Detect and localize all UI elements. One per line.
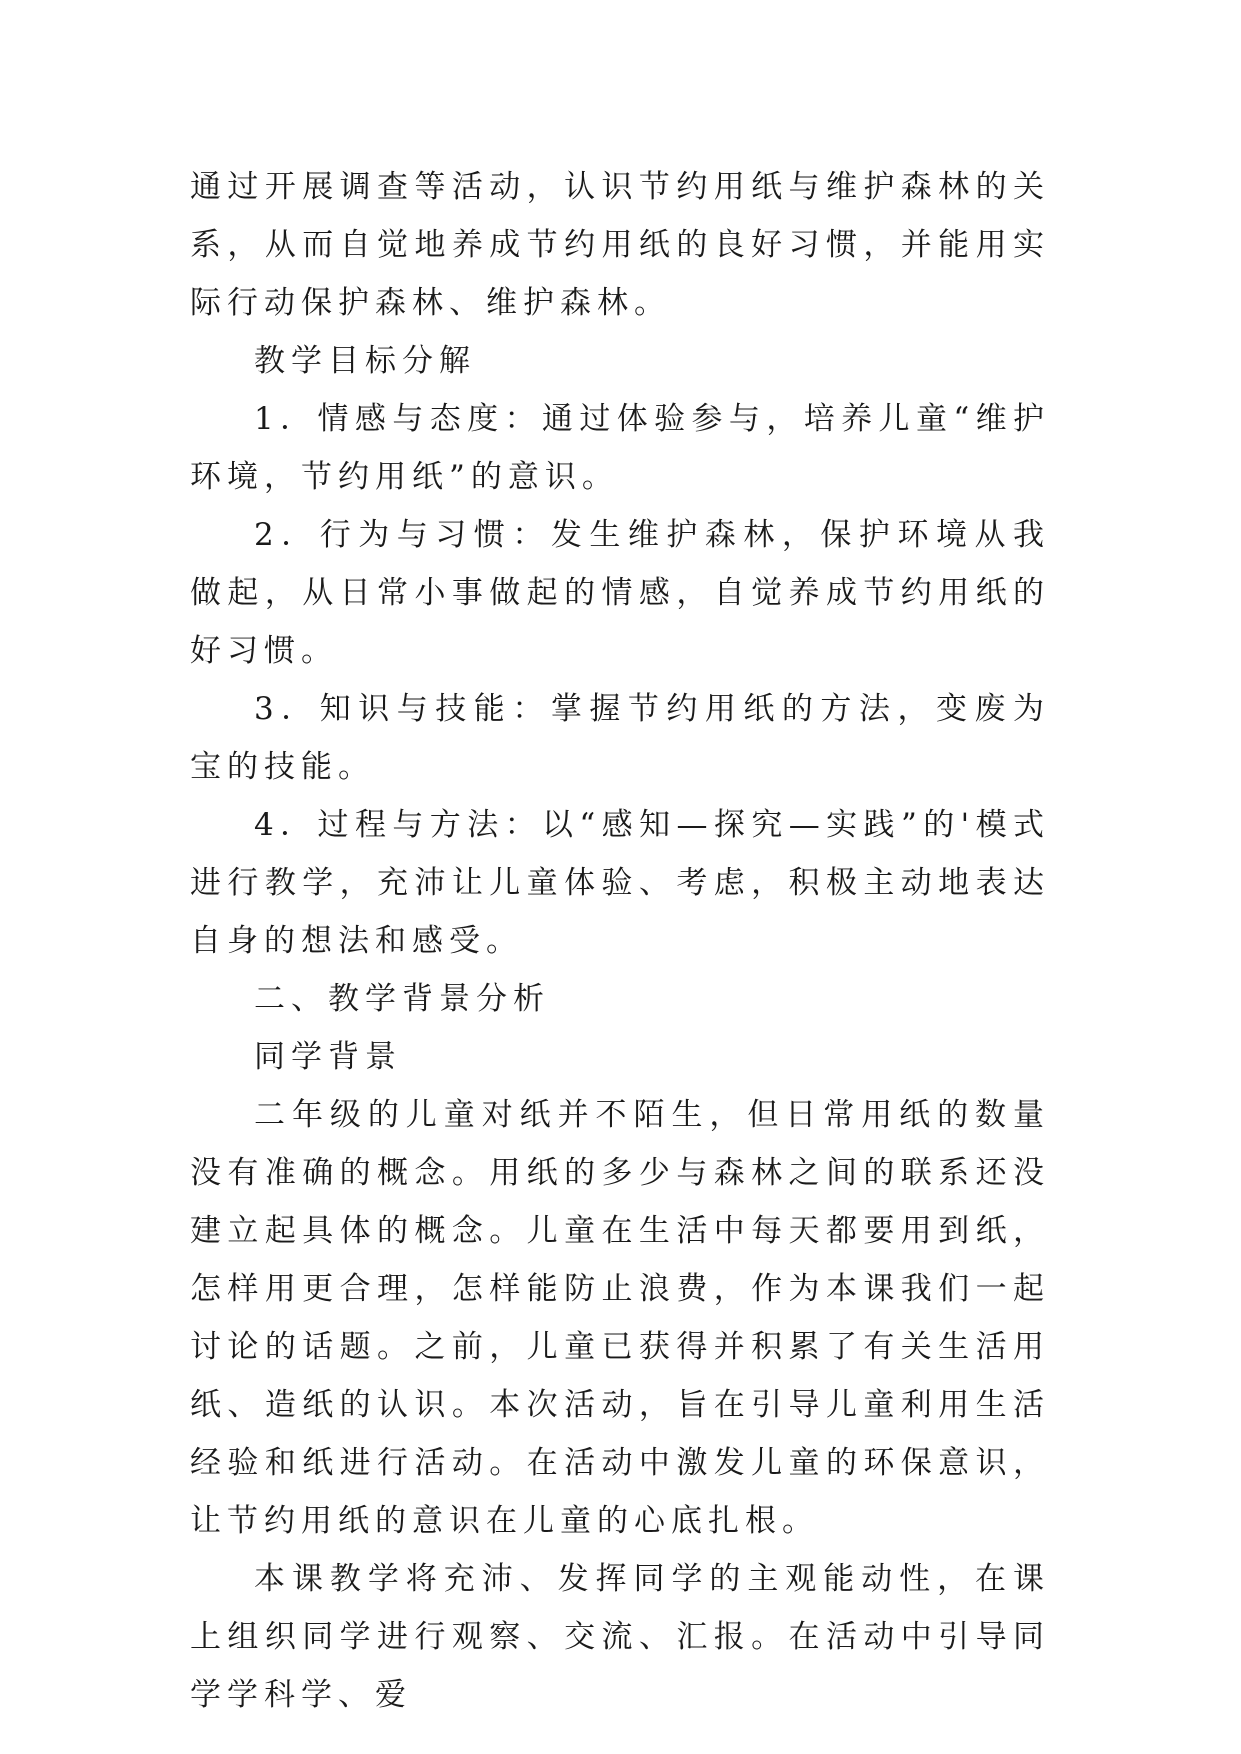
paragraph-student-background: 二年级的儿童对纸并不陌生，但日常用纸的数量没有准确的概念。用纸的多少与森林之间的联系还没建立起具体的概念。儿童在生活中每天都要用到纸，怎样用更合理，怎样能防止浪费，作为本课我们一起讨论的话题。之前，儿童已获得并积累了有关生活用纸、造纸的认识。本次活动，旨在引导儿童利用生活经验和纸进行活动。在活动中激发儿童的环保意识，让节约用纸的意识在儿童的心底扎根。 <box>190 1097 1050 1539</box>
subheading-student-background: 同学背景 <box>254 1039 402 1075</box>
paragraph-objective-1: 1．情感与态度：通过体验参与，培养儿童“维护环境，节约用纸”的意识。 <box>190 401 1050 495</box>
document-body <box>190 158 1050 1724</box>
section-heading-background: 二、教学背景分析 <box>254 981 550 1017</box>
paragraph-objective-2: 2．行为与习惯：发生维护森林，保护环境从我做起，从日常小事做起的情感，自觉养成节约用纸的好习惯。 <box>190 517 1050 669</box>
paragraph-objective-4: 4．过程与方法：以“感知—探究—实践”的'模式进行教学，充沛让儿童体验、考虑，积极主动地表达自身的想法和感受。 <box>190 807 1050 959</box>
paragraph-intro: 通过开展调查等活动，认识节约用纸与维护森林的关系，从而自觉地养成节约用纸的良好习惯，并能用实际行动保护森林、维护森林。 <box>190 169 1050 321</box>
paragraph-objectives-heading: 教学目标分解 <box>254 343 476 379</box>
paragraph-objective-3: 3．知识与技能：掌握节约用纸的方法，变废为宝的技能。 <box>190 691 1050 785</box>
paragraph-teaching-approach: 本课教学将充沛、发挥同学的主观能动性，在课上组织同学进行观察、交流、汇报。在活动中引导同学学科学、爱 <box>190 1561 1050 1713</box>
